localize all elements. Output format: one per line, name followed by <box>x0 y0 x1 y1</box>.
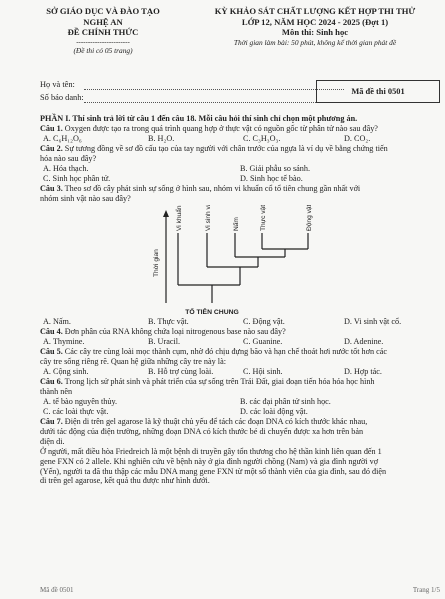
question-3-cont: nhóm sinh vật nào sau đây? <box>40 193 131 203</box>
root-label: TỔ TIÊN CHUNG <box>185 309 239 317</box>
option-c[interactable]: C. Động vật. <box>243 317 285 327</box>
option-b[interactable]: B. Giải phẫu so sánh. <box>240 163 311 173</box>
question-2-cont: hóa nào sau đây? <box>40 153 97 163</box>
leaf-label-fungi: Nấm <box>233 217 240 232</box>
question-2-options-row2 <box>40 174 440 184</box>
question-label: Câu 3. <box>40 183 63 193</box>
option-b[interactable]: B. Uracil. <box>148 337 181 347</box>
question-7-line-3: điện di. <box>40 436 65 446</box>
subject-label: Môn thi: Sinh học <box>281 27 349 37</box>
option-c[interactable]: C. Hội sinh. <box>243 367 283 377</box>
question-4-options <box>40 337 440 347</box>
name-field[interactable] <box>84 80 344 90</box>
exam-content <box>40 114 440 486</box>
question-text: Điện di trên gel agarose là kỹ thuật chủ yếu để tách các đoạn DNA có kích thước khác nhau, <box>64 416 368 426</box>
option-b[interactable]: B. các đại phân tử sinh học. <box>240 396 331 406</box>
footer-exam-code: Mã đề 0501 <box>40 586 74 594</box>
option-d[interactable]: D. CO₂. <box>344 133 371 143</box>
option-a[interactable]: A. Cộng sinh. <box>43 367 89 377</box>
option-c[interactable]: C. C₃H₃O₃. <box>243 133 281 143</box>
option-c[interactable]: C. các loài thực vật. <box>43 406 109 416</box>
time-note: Thời gian làm bài: 50 phút, không kể thời gian phát đề <box>233 37 397 47</box>
question-6-cont: thành nên <box>40 387 73 397</box>
department-line-1: SỞ GIÁO DỤC VÀ ĐÀO TẠO <box>46 6 160 16</box>
option-c[interactable]: C. Sinh học phân tử. <box>43 173 111 183</box>
question-5-cont: cây tre sống riêng rẽ. Quan hệ giữa những cây tre này là: <box>40 357 226 367</box>
question-3-options <box>40 317 440 327</box>
leaf-label-bacteria: Vi khuẩn <box>176 205 183 232</box>
option-b[interactable]: B. H₂O. <box>148 133 175 143</box>
question-6-options-row1 <box>40 397 440 407</box>
question-text: Đơn phân của RNA không chứa loại nitrogenous base nào sau đây? <box>64 327 286 337</box>
question-text: Trong lịch sử phát sinh và phát triển của sự sống trên Trái Đất, giai đoạn tiến hóa hóa học hình <box>64 377 375 387</box>
pages-note: (Đề thi có 05 trang) <box>73 45 133 55</box>
question-label: Câu 6. <box>40 377 63 387</box>
question-text: Theo sơ đồ cây phát sinh sự sống ở hình sau, nhóm vi khuẩn cổ tổ tiên chung gần nhất với <box>64 183 361 193</box>
leaf-label-animals: Động vật <box>306 205 313 232</box>
question-label: Câu 7. <box>40 416 63 426</box>
question-7-line-6: (Yến), người ta đã thu thập các mẫu DNA mang gene FXN từ một số thành viên của gia đình, sau đó điện <box>40 466 387 476</box>
header-right <box>190 6 440 48</box>
id-label: Số báo danh: <box>40 93 84 102</box>
question-3 <box>40 184 440 194</box>
option-a[interactable]: A. Hóa thạch. <box>43 163 89 173</box>
option-d[interactable]: D. các loài động vật. <box>240 406 308 416</box>
question-label: Câu 2. <box>40 143 63 153</box>
leaf-label-plants: Thực vật <box>260 205 267 232</box>
phylogenetic-tree <box>40 205 440 317</box>
header-left <box>22 6 184 56</box>
exam-code-box: Mã đề thi 0501 <box>316 80 440 103</box>
time-axis-arrow <box>163 210 169 217</box>
option-c[interactable]: C. Guanine. <box>243 337 283 347</box>
question-text: Oxygen được tạo ra trong quá trình quang hợp ở thực vật có nguồn gốc từ phân tử nào sau đây? <box>64 123 378 133</box>
question-7 <box>40 417 440 427</box>
question-7-line-7: di trên gel agarose, kết quả thu được như hình dưới. <box>40 476 210 486</box>
option-a[interactable]: A. Nấm. <box>43 317 71 327</box>
header-divider: ----------------------- <box>76 37 130 46</box>
question-7-line-2: dưới tác động của điện trường, những đoạn DNA có kích thước bé di chuyển được xa hơn trên bản <box>40 426 364 436</box>
option-d[interactable]: D. Hợp tác. <box>344 367 382 377</box>
axis-label-time: Thời gian <box>153 249 160 278</box>
exam-subtitle: LỚP 12, NĂM HỌC 2024 - 2025 (Đợt 1) <box>241 16 389 27</box>
name-label: Họ và tên: <box>40 80 75 89</box>
question-7-line-4: Ở người, mất điều hòa Friedreich là một bệnh di truyền gây tổn thương cho hệ thần kinh liên quan đến 1 <box>40 446 382 456</box>
option-a[interactable]: A. tế bào nguyên thủy. <box>43 396 118 406</box>
question-text: Các cây tre cùng loài mọc thành cụm, nhờ đó chịu đựng bão và hạn chế thoát hơi nước tốt hơn các <box>64 347 388 357</box>
question-4 <box>40 327 440 337</box>
option-d[interactable]: D. Sinh học tế bào. <box>240 173 303 183</box>
question-1-options <box>40 134 440 144</box>
question-label: Câu 5. <box>40 347 63 357</box>
part1-title: PHẦN I. Thí sinh trả lời từ câu 1 đến câu 18. Mỗi câu hỏi thí sinh chỉ chọn một phương án. <box>40 114 358 123</box>
official-label: ĐỀ CHÍNH THỨC <box>67 27 139 37</box>
question-text: Sự tương đồng về sơ đồ cấu tạo của tay người với chân trước của ngựa là ví dụ về bằng chứng tiến <box>64 143 388 153</box>
phylogenetic-tree-figure <box>40 205 440 317</box>
option-a[interactable]: A. Thymine. <box>43 337 85 347</box>
option-d[interactable]: D. Vi sinh vật cổ. <box>344 317 402 327</box>
question-1 <box>40 124 440 134</box>
question-7-line-5: gene FXN có 2 allele. Khi nghiên cứu về bệnh này ở gia đình người chồng (Nam) và gia đình người vợ <box>40 456 379 466</box>
question-label: Câu 4. <box>40 327 63 337</box>
question-6 <box>40 377 440 387</box>
exam-title: KỲ KHẢO SÁT CHẤT LƯỢNG KẾT HỢP THI THỬ <box>214 6 416 16</box>
question-5 <box>40 347 440 357</box>
question-2-options-row1 <box>40 164 440 174</box>
department-line-2: NGHỆ AN <box>83 16 123 27</box>
question-2 <box>40 144 440 154</box>
question-6-options-row2 <box>40 407 440 417</box>
footer-page-number: Trang 1/5 <box>412 586 440 594</box>
question-5-options <box>40 367 440 377</box>
option-d[interactable]: D. Adenine. <box>344 337 384 347</box>
question-label: Câu 1. <box>40 123 63 133</box>
option-b[interactable]: B. Thực vật. <box>148 317 189 327</box>
id-field[interactable] <box>84 93 344 103</box>
leaf-label-archaea: Vi sinh vật cổ <box>205 205 212 232</box>
option-a[interactable]: A. C₆H₁₂O₆ <box>43 133 82 143</box>
option-b[interactable]: B. Hỗ trợ cùng loài. <box>148 367 214 377</box>
